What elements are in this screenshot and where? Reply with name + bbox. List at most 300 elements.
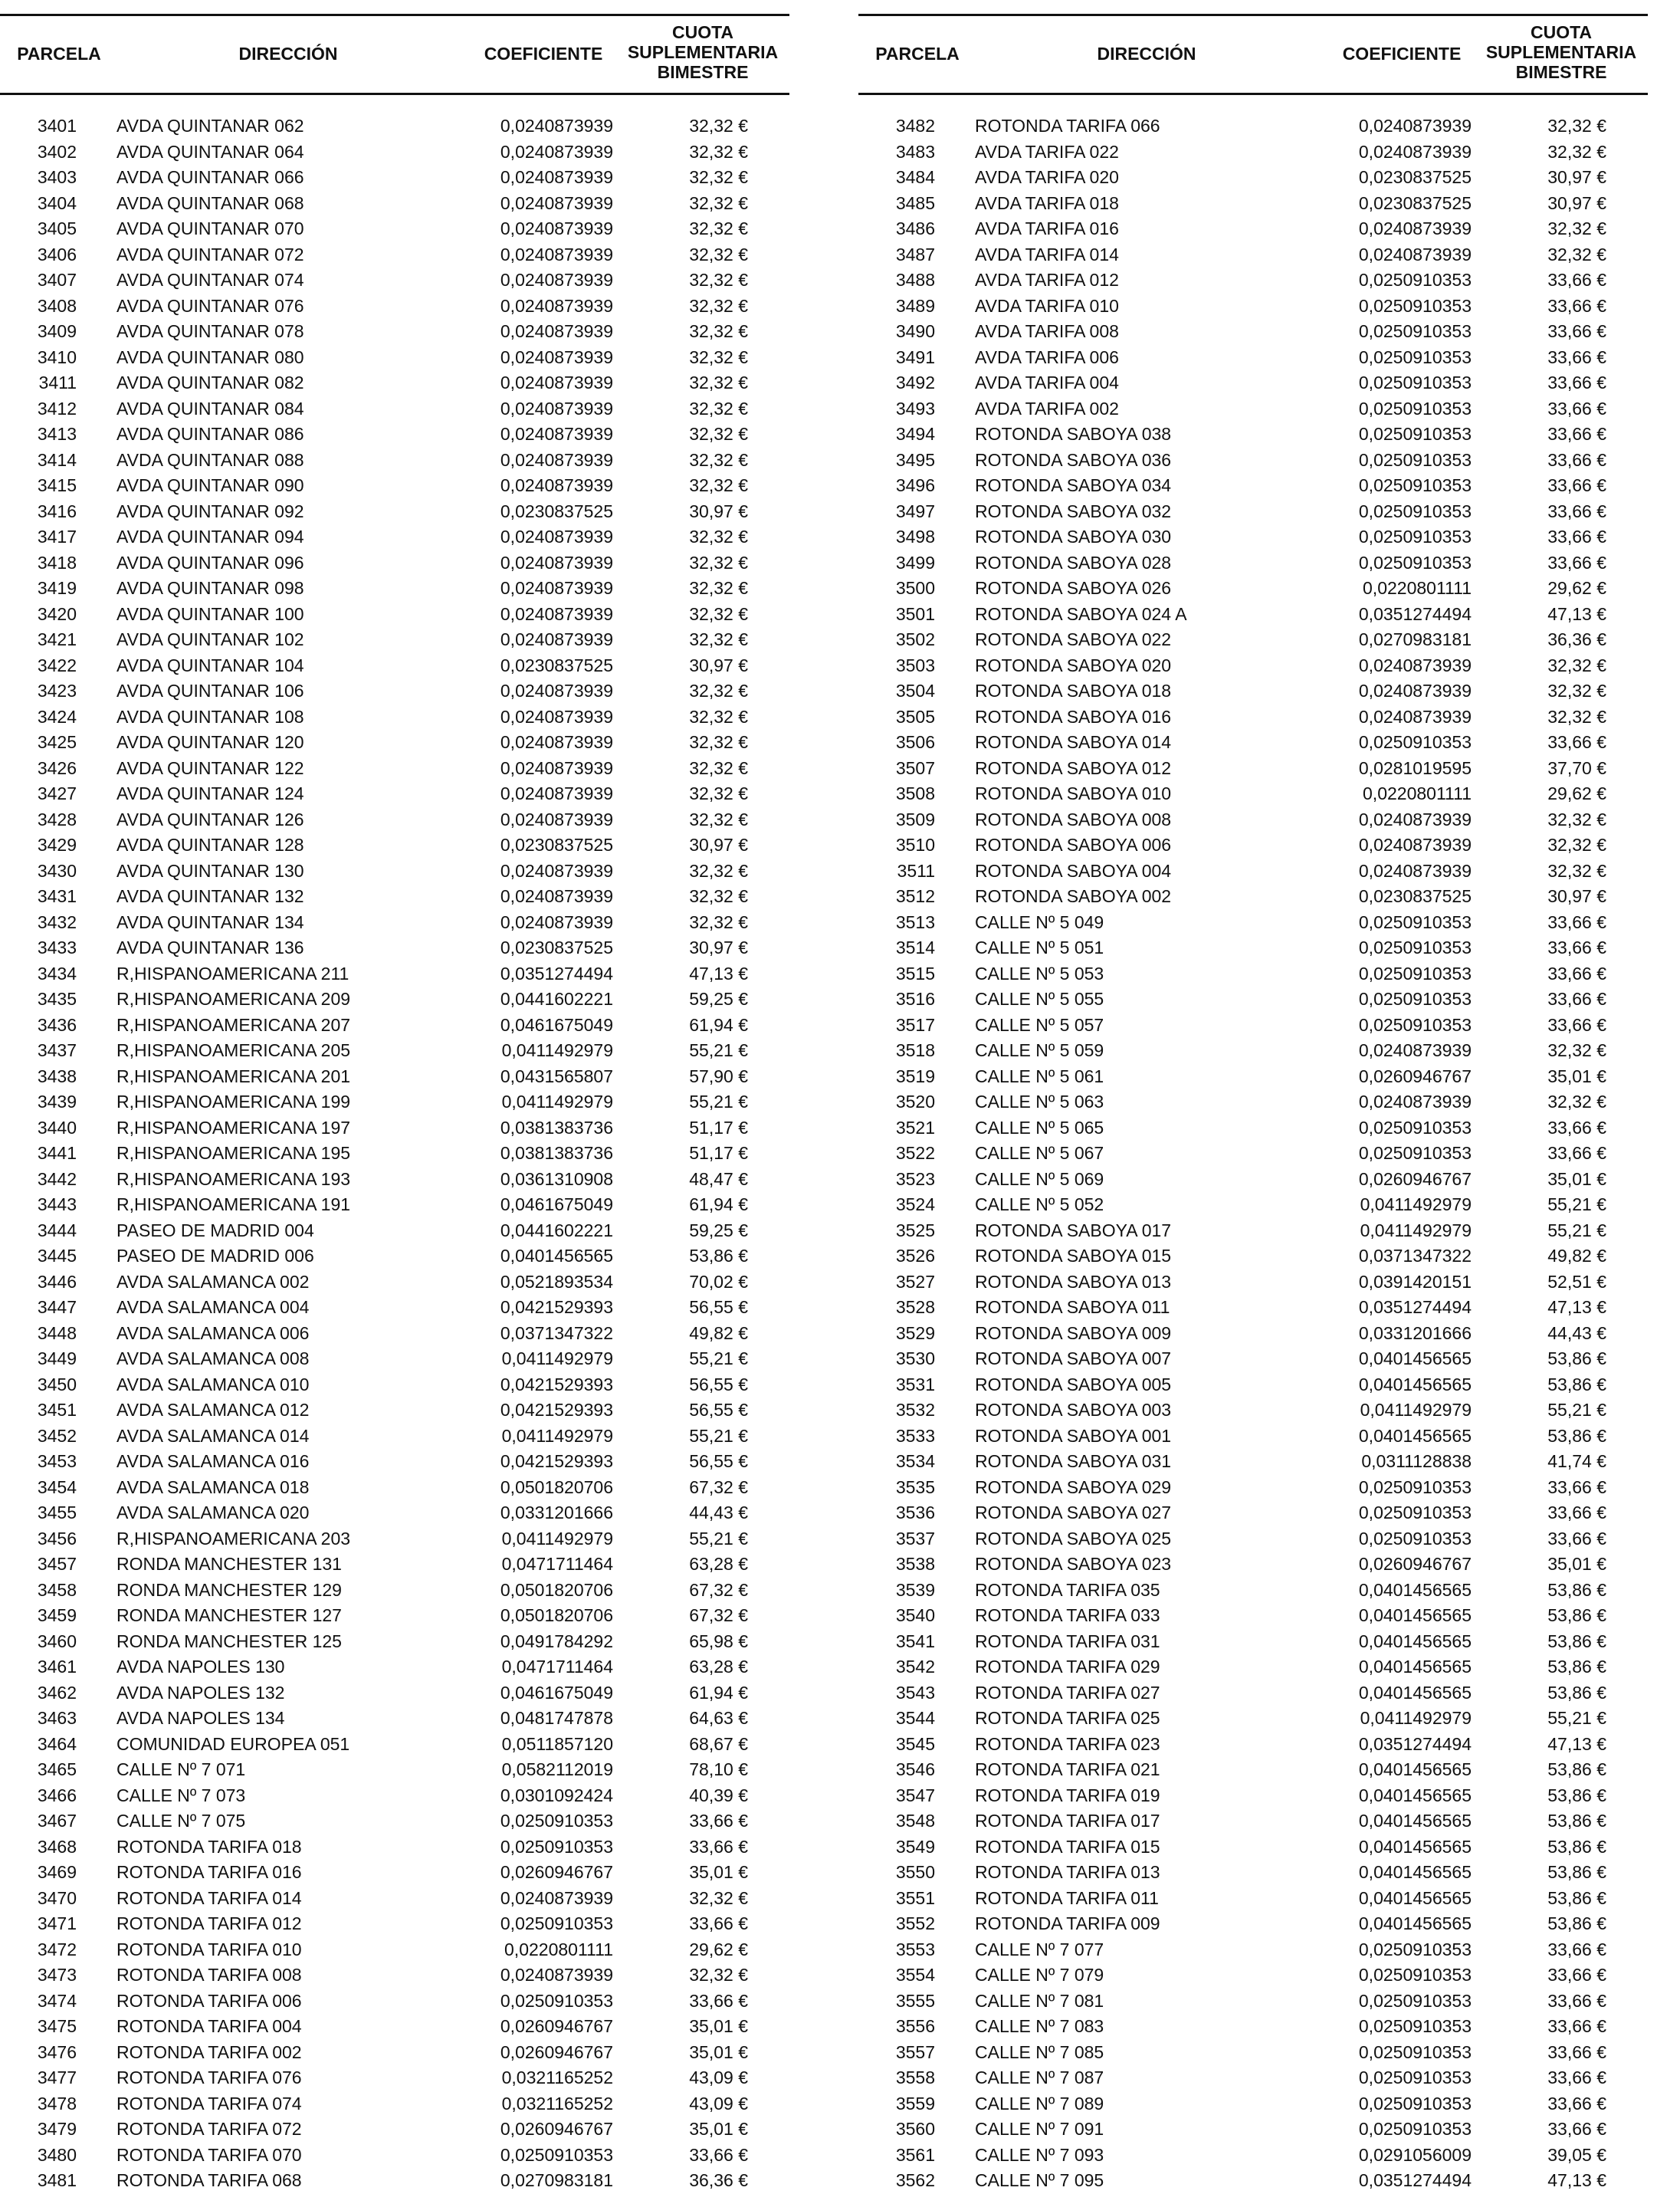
cell-cuota: 41,74 €: [1547, 1451, 1606, 1471]
cell-coeficiente: 0,0250910353: [1358, 295, 1472, 316]
cell-cuota: 32,32 €: [689, 1887, 748, 1908]
cell-direccion: ROTONDA TARIFA 074: [116, 2093, 302, 2114]
cell-cuota: 32,32 €: [689, 1965, 748, 1985]
cell-direccion: AVDA QUINTANAR 126: [116, 809, 304, 829]
table-row: [0, 1398, 789, 1424]
table-row: [0, 627, 789, 653]
cell-coeficiente: 0,0250910353: [1358, 1143, 1472, 1163]
cell-cuota: 44,43 €: [689, 1503, 748, 1522]
cell-cuota: 36,36 €: [689, 2170, 748, 2190]
cell-parcela: 3551: [895, 1887, 935, 1908]
cell-cuota: 33,66 €: [1547, 1965, 1606, 1985]
cell-direccion: R,HISPANOAMERICANA 197: [116, 1117, 351, 1138]
cell-direccion: AVDA QUINTANAR 084: [116, 398, 304, 419]
cell-parcela: 3424: [37, 706, 77, 727]
cell-parcela: 3526: [895, 1246, 935, 1266]
table-row: [858, 524, 1648, 550]
cell-coeficiente: 0,0240873939: [500, 809, 613, 829]
table-row: [858, 1141, 1648, 1167]
table-row: [858, 653, 1648, 679]
cell-parcela: 3502: [895, 629, 935, 649]
cell-direccion: ROTONDA TARIFA 012: [116, 1913, 302, 1933]
cell-parcela: 3496: [895, 475, 935, 495]
table-row: [0, 422, 789, 448]
table-row: [0, 370, 789, 396]
cell-parcela: 3527: [895, 1271, 935, 1292]
cell-coeficiente: 0,0270983181: [1358, 629, 1472, 649]
cell-direccion: COMUNIDAD EUROPEA 051: [116, 1733, 350, 1754]
table-header: [0, 14, 789, 95]
cell-direccion: CALLE Nº 5 063: [975, 1092, 1104, 1112]
cell-parcela: 3545: [895, 1733, 935, 1754]
cell-cuota: 52,51 €: [1547, 1271, 1606, 1292]
cell-coeficiente: 0,0240873939: [500, 270, 613, 290]
cell-direccion: RONDA MANCHESTER 125: [116, 1631, 342, 1651]
table-row: [858, 1962, 1648, 1989]
cell-coeficiente: 0,0240873939: [500, 295, 613, 316]
cell-direccion: ROTONDA SABOYA 005: [975, 1374, 1172, 1394]
table-row: [0, 1089, 789, 1115]
cell-direccion: ROTONDA SABOYA 009: [975, 1322, 1172, 1343]
cell-cuota: 56,55 €: [689, 1374, 748, 1394]
cell-parcela: 3478: [37, 2093, 77, 2114]
cell-parcela: 3476: [37, 2041, 77, 2062]
cell-direccion: ROTONDA SABOYA 031: [975, 1451, 1172, 1471]
cell-direccion: AVDA TARIFA 016: [975, 218, 1119, 238]
cell-direccion: ROTONDA TARIFA 009: [975, 1913, 1160, 1933]
cell-parcela: 3495: [895, 449, 935, 470]
cell-direccion: CALLE Nº 5 053: [975, 963, 1104, 984]
cell-cuota: 32,32 €: [689, 141, 748, 162]
cell-direccion: RONDA MANCHESTER 131: [116, 1554, 342, 1574]
cell-cuota: 53,86 €: [1547, 1836, 1606, 1857]
cell-parcela: 3462: [37, 1682, 77, 1703]
cell-coeficiente: 0,0401456565: [1358, 1785, 1472, 1805]
cell-coeficiente: 0,0230837525: [500, 835, 613, 855]
cell-coeficiente: 0,0220801111: [504, 1939, 613, 1959]
table-row: [858, 1013, 1648, 1039]
cell-direccion: AVDA QUINTANAR 080: [116, 347, 304, 367]
cell-coeficiente: 0,0351274494: [1358, 2170, 1472, 2190]
table-row: [858, 1603, 1648, 1629]
cell-direccion: AVDA QUINTANAR 100: [116, 603, 304, 624]
table-row: [858, 1732, 1648, 1758]
table-row: [0, 1962, 789, 1989]
cell-coeficiente: 0,0250910353: [1358, 732, 1472, 752]
cell-cuota: 30,97 €: [1547, 167, 1606, 187]
cell-coeficiente: 0,0230837525: [500, 938, 613, 957]
cell-parcela: 3420: [37, 603, 77, 624]
table-row: [0, 550, 789, 576]
cell-cuota: 29,62 €: [1547, 783, 1606, 803]
cell-parcela: 3469: [37, 1862, 77, 1882]
cell-coeficiente: 0,0401456565: [1358, 1374, 1472, 1394]
cell-direccion: R,HISPANOAMERICANA 211: [116, 963, 349, 984]
table-row: [858, 2091, 1648, 2117]
cell-cuota: 32,32 €: [689, 347, 748, 367]
cell-cuota: 56,55 €: [689, 1400, 748, 1420]
cell-coeficiente: 0,0351274494: [1358, 1297, 1472, 1317]
cell-direccion: AVDA QUINTANAR 090: [116, 475, 304, 495]
table-row: [858, 833, 1648, 859]
cell-direccion: ROTONDA SABOYA 013: [975, 1271, 1172, 1292]
table-row: [0, 910, 789, 936]
table-row: [858, 1578, 1648, 1604]
cell-coeficiente: 0,0240873939: [500, 218, 613, 238]
cell-direccion: AVDA QUINTANAR 130: [116, 860, 304, 881]
cell-coeficiente: 0,0240873939: [500, 1965, 613, 1985]
cell-parcela: 3532: [895, 1400, 935, 1420]
cell-coeficiente: 0,0501820706: [500, 1579, 613, 1600]
cell-coeficiente: 0,0401456565: [1358, 1887, 1472, 1908]
cell-cuota: 51,17 €: [689, 1143, 748, 1163]
cell-coeficiente: 0,0421529393: [500, 1297, 613, 1317]
cell-coeficiente: 0,0220801111: [1363, 783, 1472, 803]
cell-coeficiente: 0,0331201666: [1358, 1322, 1472, 1343]
cell-cuota: 35,01 €: [1547, 1066, 1606, 1086]
cell-cuota: 63,28 €: [689, 1657, 748, 1677]
table-row: [858, 781, 1648, 807]
cell-parcela: 3536: [895, 1503, 935, 1522]
table-row: [0, 1218, 789, 1244]
cell-direccion: CALLE Nº 7 089: [975, 2093, 1104, 2114]
cell-direccion: ROTONDA SABOYA 034: [975, 475, 1172, 495]
cell-direccion: PASEO DE MADRID 006: [116, 1246, 314, 1266]
cell-direccion: AVDA QUINTANAR 078: [116, 321, 304, 341]
cell-parcela: 3430: [37, 860, 77, 881]
cell-cuota: 35,01 €: [1547, 1168, 1606, 1189]
cell-parcela: 3489: [895, 295, 935, 316]
cell-coeficiente: 0,0421529393: [500, 1400, 613, 1420]
cell-parcela: 3471: [37, 1913, 77, 1933]
table-body: [0, 113, 789, 2194]
cell-parcela: 3404: [37, 192, 77, 213]
cell-parcela: 3449: [37, 1348, 77, 1368]
table-row: [0, 884, 789, 910]
cell-cuota: 61,94 €: [689, 1194, 748, 1214]
header-cuota-line: CUOTA: [1530, 22, 1593, 42]
cell-cuota: 33,66 €: [1547, 552, 1606, 573]
cell-coeficiente: 0,0250910353: [1358, 1965, 1472, 1985]
cell-coeficiente: 0,0220801111: [1363, 578, 1472, 598]
table-row: [858, 319, 1648, 345]
table-row: [0, 1372, 789, 1398]
cell-direccion: CALLE Nº 5 065: [975, 1117, 1104, 1138]
table-row: [858, 448, 1648, 474]
cell-cuota: 32,32 €: [689, 603, 748, 624]
cell-direccion: AVDA SALAMANCA 020: [116, 1503, 310, 1522]
cell-direccion: AVDA QUINTANAR 108: [116, 706, 304, 727]
cell-cuota: 53,86 €: [1547, 1631, 1606, 1651]
table-row: [0, 1167, 789, 1193]
table-row: [858, 1886, 1648, 1912]
table-body: [858, 113, 1648, 2194]
table-row: [858, 1706, 1648, 1732]
cell-parcela: 3412: [37, 398, 77, 419]
cell-cuota: 33,66 €: [1547, 424, 1606, 444]
cell-cuota: 51,17 €: [689, 1117, 748, 1138]
cell-cuota: 67,32 €: [689, 1605, 748, 1625]
table-row: [0, 1911, 789, 1937]
cell-direccion: AVDA QUINTANAR 088: [116, 449, 304, 470]
cell-coeficiente: 0,0361310908: [500, 1168, 613, 1189]
table-row: [0, 1834, 789, 1861]
cell-parcela: 3408: [37, 295, 77, 316]
cell-direccion: AVDA NAPOLES 134: [116, 1708, 285, 1728]
table-row: [0, 1141, 789, 1167]
cell-parcela: 3544: [895, 1708, 935, 1728]
cell-cuota: 59,25 €: [689, 989, 748, 1009]
cell-coeficiente: 0,0240873939: [500, 603, 613, 624]
table-row: [0, 2091, 789, 2117]
cell-direccion: AVDA TARIFA 012: [975, 270, 1119, 290]
table-row: [858, 268, 1648, 294]
cell-cuota: 32,32 €: [689, 167, 748, 187]
table-row: [0, 1526, 789, 1552]
cell-direccion: AVDA TARIFA 014: [975, 244, 1119, 264]
table-row: [0, 1783, 789, 1809]
cell-direccion: AVDA QUINTANAR 070: [116, 218, 304, 238]
cell-cuota: 32,32 €: [689, 552, 748, 573]
cell-coeficiente: 0,0240873939: [1358, 116, 1472, 136]
table-row: [0, 242, 789, 268]
cell-coeficiente: 0,0401456565: [500, 1246, 613, 1266]
cell-direccion: ROTONDA TARIFA 070: [116, 2144, 302, 2165]
cell-parcela: 3497: [895, 501, 935, 521]
cell-coeficiente: 0,0260946767: [500, 2041, 613, 2062]
cell-direccion: AVDA TARIFA 020: [975, 167, 1119, 187]
cell-cuota: 30,97 €: [689, 501, 748, 521]
cell-direccion: AVDA QUINTANAR 082: [116, 373, 304, 392]
cell-parcela: 3543: [895, 1682, 935, 1703]
cell-coeficiente: 0,0240873939: [1358, 218, 1472, 238]
cell-coeficiente: 0,0250910353: [1358, 1990, 1472, 2011]
cell-parcela: 3463: [37, 1708, 77, 1728]
cell-coeficiente: 0,0240873939: [500, 886, 613, 906]
cell-direccion: ROTONDA TARIFA 072: [116, 2119, 302, 2139]
cell-parcela: 3524: [895, 1194, 935, 1214]
cell-parcela: 3464: [37, 1733, 77, 1754]
cell-cuota: 55,21 €: [689, 1425, 748, 1446]
cell-parcela: 3547: [895, 1785, 935, 1805]
table-row: [858, 1552, 1648, 1578]
cell-coeficiente: 0,0250910353: [1358, 449, 1472, 470]
cell-parcela: 3446: [37, 1271, 77, 1292]
cell-coeficiente: 0,0230837525: [1358, 192, 1472, 213]
cell-coeficiente: 0,0260946767: [1358, 1066, 1472, 1086]
cell-coeficiente: 0,0391420151: [1358, 1271, 1472, 1292]
cell-cuota: 70,02 €: [689, 1271, 748, 1292]
cell-parcela: 3427: [37, 783, 77, 803]
cell-direccion: R,HISPANOAMERICANA 191: [116, 1194, 351, 1214]
cell-direccion: ROTONDA SABOYA 008: [975, 809, 1172, 829]
table-row: [858, 294, 1648, 320]
table-row: [0, 678, 789, 705]
table-row: [0, 1064, 789, 1090]
table-row: [0, 1269, 789, 1296]
cell-coeficiente: 0,0401456565: [1358, 1631, 1472, 1651]
cell-parcela: 3472: [37, 1939, 77, 1959]
cell-coeficiente: 0,0250910353: [1358, 2016, 1472, 2036]
table-row: [0, 730, 789, 756]
cell-cuota: 35,01 €: [1547, 1554, 1606, 1574]
table-row: [0, 935, 789, 961]
cell-direccion: ROTONDA SABOYA 022: [975, 629, 1172, 649]
header-cuota: [616, 22, 789, 82]
cell-direccion: AVDA SALAMANCA 002: [116, 1271, 310, 1292]
cell-direccion: ROTONDA TARIFA 008: [116, 1965, 302, 1985]
cell-cuota: 53,86 €: [1547, 1862, 1606, 1882]
cell-parcela: 3444: [37, 1220, 77, 1240]
cell-cuota: 53,86 €: [1547, 1913, 1606, 1933]
cell-direccion: ROTONDA SABOYA 006: [975, 835, 1172, 855]
cell-coeficiente: 0,0250910353: [1358, 989, 1472, 1009]
cell-parcela: 3435: [37, 989, 77, 1009]
cell-coeficiente: 0,0401456565: [1358, 1579, 1472, 1600]
table-row: [858, 602, 1648, 628]
table-row: [0, 1192, 789, 1218]
cell-coeficiente: 0,0250910353: [500, 1836, 613, 1857]
cell-parcela: 3507: [895, 757, 935, 778]
cell-cuota: 32,32 €: [689, 706, 748, 727]
table-row: [858, 473, 1648, 499]
cell-parcela: 3528: [895, 1297, 935, 1317]
cell-cuota: 33,66 €: [1547, 963, 1606, 984]
cell-coeficiente: 0,0250910353: [1358, 475, 1472, 495]
cell-cuota: 43,09 €: [689, 2093, 748, 2114]
cell-parcela: 3458: [37, 1579, 77, 1600]
table-header: [858, 14, 1648, 95]
table-row: [858, 216, 1648, 242]
cell-parcela: 3473: [37, 1965, 77, 1985]
table-row: [0, 576, 789, 602]
cell-parcela: 3401: [37, 116, 77, 136]
cell-coeficiente: 0,0270983181: [500, 2170, 613, 2190]
cell-cuota: 32,32 €: [689, 681, 748, 701]
cell-parcela: 3538: [895, 1554, 935, 1574]
cell-direccion: AVDA SALAMANCA 006: [116, 1322, 310, 1343]
cell-parcela: 3503: [895, 655, 935, 675]
cell-direccion: ROTONDA SABOYA 015: [975, 1246, 1172, 1266]
table-row: [0, 653, 789, 679]
cell-parcela: 3525: [895, 1220, 935, 1240]
cell-cuota: 33,66 €: [1547, 2041, 1606, 2062]
table-row: [0, 1013, 789, 1039]
cell-coeficiente: 0,0260946767: [1358, 1168, 1472, 1189]
table-row: [858, 2143, 1648, 2169]
cell-coeficiente: 0,0260946767: [500, 2119, 613, 2139]
cell-direccion: AVDA QUINTANAR 098: [116, 578, 304, 598]
cell-direccion: CALLE Nº 5 052: [975, 1194, 1104, 1214]
cell-parcela: 3486: [895, 218, 935, 238]
cell-cuota: 29,62 €: [1547, 578, 1606, 598]
table-row: [0, 1578, 789, 1604]
table-row: [858, 1192, 1648, 1218]
cell-parcela: 3419: [37, 578, 77, 598]
cell-direccion: ROTONDA TARIFA 011: [975, 1887, 1159, 1908]
cell-cuota: 36,36 €: [1547, 629, 1606, 649]
table-row: [858, 1424, 1648, 1450]
table-row: [858, 1911, 1648, 1937]
cell-parcela: 3455: [37, 1503, 77, 1522]
cell-direccion: ROTONDA TARIFA 021: [975, 1759, 1160, 1779]
cell-coeficiente: 0,0250910353: [500, 2144, 613, 2165]
cell-parcela: 3549: [895, 1836, 935, 1857]
cell-direccion: ROTONDA SABOYA 036: [975, 449, 1172, 470]
cell-parcela: 3534: [895, 1451, 935, 1471]
cell-cuota: 53,86 €: [1547, 1374, 1606, 1394]
cell-cuota: 33,66 €: [1547, 1990, 1606, 2011]
cell-cuota: 32,32 €: [689, 295, 748, 316]
table-row: [858, 2117, 1648, 2143]
cell-direccion: ROTONDA SABOYA 014: [975, 732, 1172, 752]
table-right: [858, 14, 1648, 2194]
cell-direccion: AVDA SALAMANCA 004: [116, 1297, 310, 1317]
cell-direccion: ROTONDA SABOYA 027: [975, 1503, 1172, 1522]
cell-direccion: CALLE Nº 7 081: [975, 1990, 1104, 2011]
cell-cuota: 33,66 €: [689, 2144, 748, 2165]
table-row: [858, 1038, 1648, 1064]
cell-direccion: AVDA QUINTANAR 072: [116, 244, 304, 264]
table-row: [858, 396, 1648, 422]
cell-parcela: 3453: [37, 1451, 77, 1471]
cell-cuota: 32,32 €: [1547, 681, 1606, 701]
cell-coeficiente: 0,0250910353: [1358, 424, 1472, 444]
table-row: [0, 859, 789, 885]
table-row: [0, 1757, 789, 1783]
cell-direccion: ROTONDA TARIFA 025: [975, 1708, 1160, 1728]
cell-coeficiente: 0,0240873939: [500, 757, 613, 778]
cell-direccion: CALLE Nº 7 085: [975, 2041, 1104, 2062]
cell-coeficiente: 0,0240873939: [500, 167, 613, 187]
table-row: [0, 1321, 789, 1347]
cell-direccion: ROTONDA SABOYA 012: [975, 757, 1172, 778]
cell-cuota: 55,21 €: [1547, 1708, 1606, 1728]
header-cuota-line: SUPLEMENTARIA: [1485, 42, 1637, 62]
table-row: [0, 2014, 789, 2040]
cell-parcela: 3461: [37, 1657, 77, 1677]
cell-coeficiente: 0,0240873939: [500, 860, 613, 881]
table-row: [0, 1629, 789, 1655]
header-parcela: PARCELA: [875, 44, 960, 64]
table-row: [0, 705, 789, 731]
table-row: [858, 2065, 1648, 2091]
table-row: [858, 140, 1648, 166]
cell-coeficiente: 0,0401456565: [1358, 1682, 1472, 1703]
cell-direccion: AVDA QUINTANAR 068: [116, 192, 304, 213]
cell-cuota: 47,13 €: [1547, 603, 1606, 624]
cell-coeficiente: 0,0240873939: [500, 629, 613, 649]
table-row: [0, 1552, 789, 1578]
cell-direccion: AVDA QUINTANAR 106: [116, 681, 304, 701]
cell-cuota: 32,32 €: [689, 424, 748, 444]
cell-cuota: 33,66 €: [1547, 1528, 1606, 1549]
cell-cuota: 44,43 €: [1547, 1322, 1606, 1343]
header-cuota-line: BIMESTRE: [1515, 62, 1607, 82]
cell-direccion: ROTONDA TARIFA 014: [116, 1887, 302, 1908]
cell-coeficiente: 0,0240873939: [1358, 809, 1472, 829]
cell-cuota: 32,32 €: [689, 732, 748, 752]
cell-parcela: 3562: [895, 2170, 935, 2190]
table-row: [858, 2168, 1648, 2194]
cell-cuota: 32,32 €: [689, 911, 748, 932]
cell-coeficiente: 0,0411492979: [1360, 1220, 1472, 1240]
cell-cuota: 55,21 €: [689, 1348, 748, 1368]
cell-parcela: 3438: [37, 1066, 77, 1086]
cell-direccion: AVDA NAPOLES 132: [116, 1682, 285, 1703]
cell-direccion: ROTONDA SABOYA 001: [975, 1425, 1172, 1446]
cell-direccion: CALLE Nº 7 073: [116, 1785, 246, 1805]
